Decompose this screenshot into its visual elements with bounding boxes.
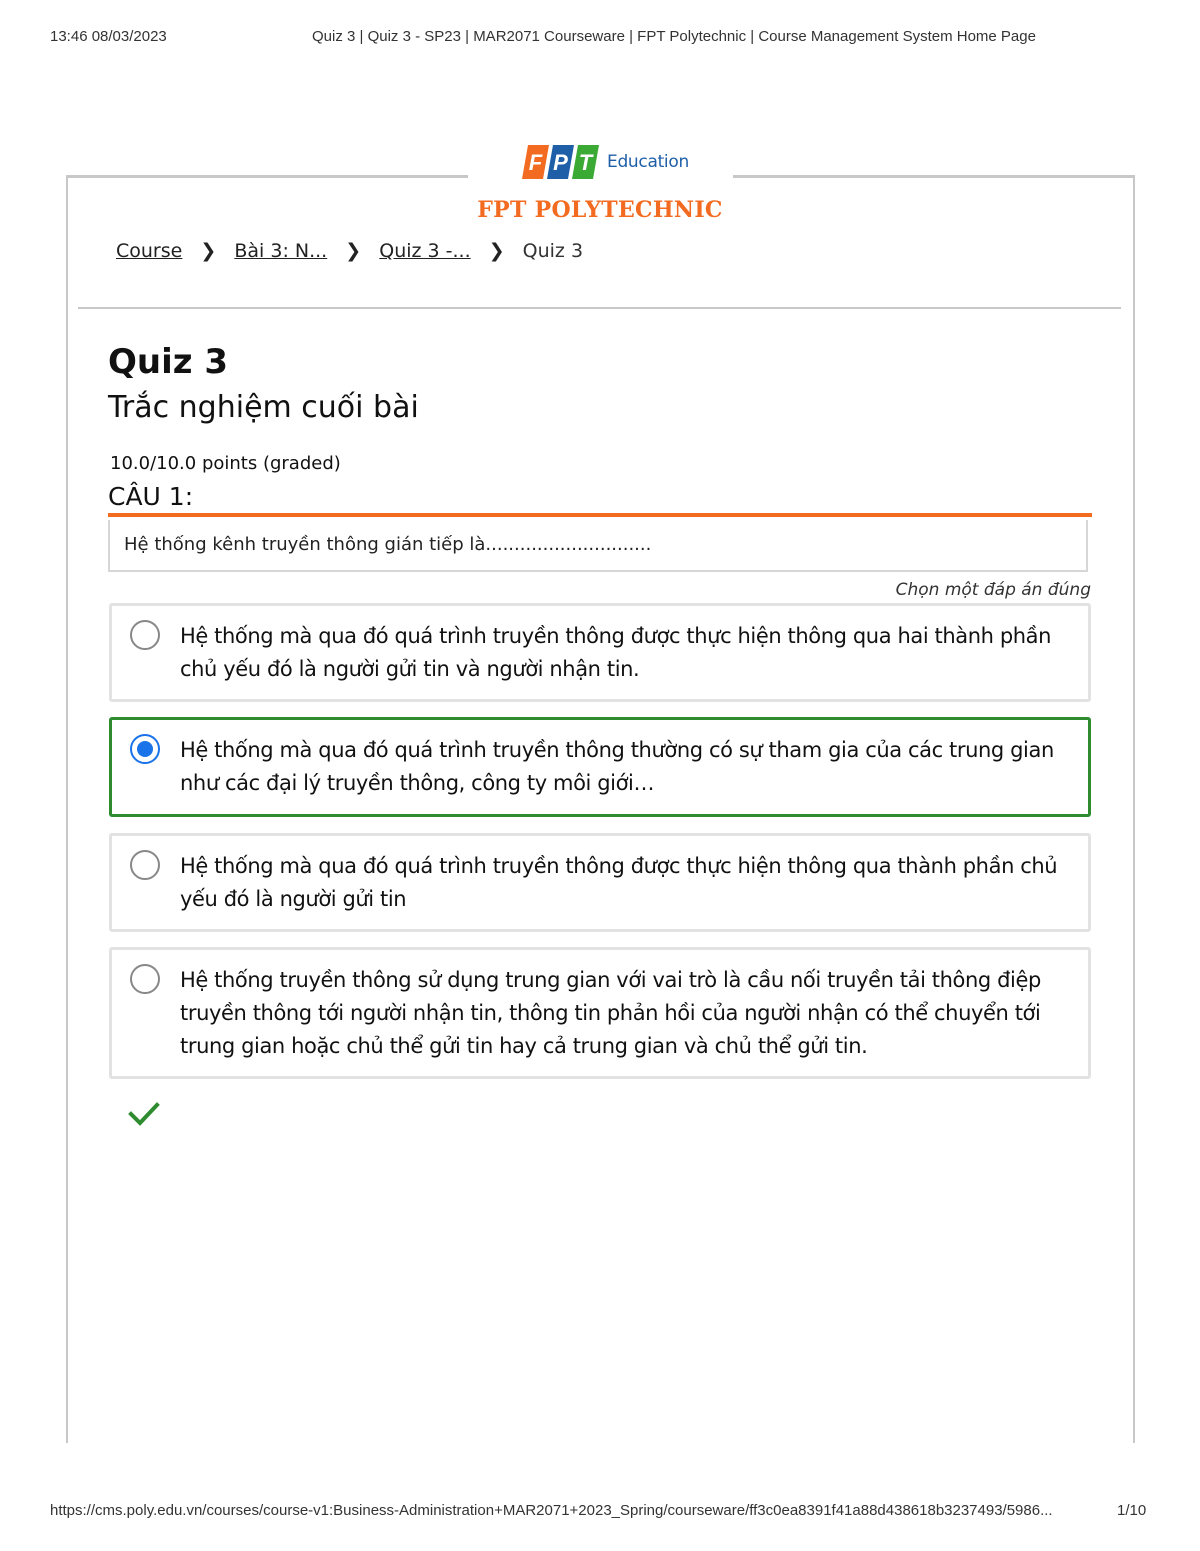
answer-option[interactable] (109, 947, 1091, 1079)
print-page-number: 1/10 (1117, 1502, 1147, 1519)
logo-tile-letter: F (528, 150, 543, 175)
frame-right (1133, 175, 1135, 1443)
frame-left (66, 175, 68, 1443)
logo-tile-letter: P (553, 150, 568, 175)
print-url: https://cms.poly.edu.vn/courses/course-v1:Business-Administration+MAR2071+2023_Spring/courseware/ff3c0ea8391f41a88d438618b3237493/5986... (50, 1502, 1053, 1519)
radio-button[interactable] (130, 964, 160, 994)
print-footer (0, 1502, 1200, 1524)
breadcrumb (116, 240, 583, 268)
answer-option[interactable] (109, 603, 1091, 702)
answer-option-text: Hệ thống mà qua đó quá trình truyền thông thường có sự tham gia của các trung gian như các đại lý truyền thông, công ty môi giới… (180, 738, 1054, 795)
answer-option[interactable] (109, 833, 1091, 932)
radio-button[interactable] (130, 734, 160, 764)
fpt-logo-tiles (522, 144, 602, 182)
print-datetime: 13:46 08/03/2023 (50, 28, 167, 45)
print-header (0, 28, 1200, 50)
chevron-right-icon: ❯ (345, 240, 362, 262)
print-page-title: Quiz 3 | Quiz 3 - SP23 | MAR2071 Courseware | FPT Polytechnic | Course Management System Home Page (312, 28, 1036, 45)
chevron-right-icon: ❯ (200, 240, 217, 262)
answer-option-text: Hệ thống truyền thông sử dụng trung gian với vai trò là cầu nối truyền tải thông điệp truyền thông tới người nhận tin, thông tin phản hồi của người nhận có thể chuyển tới trung gian hoặc chủ thể gửi tin hay cả trung gian và chủ thể gửi tin. (180, 968, 1041, 1058)
answer-option[interactable] (109, 717, 1091, 817)
radio-button[interactable] (130, 850, 160, 880)
answer-hint: Chọn một đáp án đúng (895, 580, 1091, 600)
quiz-title: Quiz 3 (108, 342, 229, 382)
brand-name: FPT POLYTECHNIC (477, 197, 723, 223)
radio-button[interactable] (130, 620, 160, 650)
breadcrumb-quiz-section[interactable]: Quiz 3 -... (379, 240, 471, 262)
fpt-education-logo (522, 142, 692, 182)
breadcrumb-course[interactable]: Course (116, 240, 183, 262)
points-score: 10.0/10.0 points (graded) (110, 453, 341, 474)
chevron-right-icon: ❯ (488, 240, 505, 262)
question-label: CÂU 1: (108, 482, 194, 511)
frame-top-left (66, 175, 468, 178)
frame-top-right (733, 175, 1135, 178)
question-text: Hệ thống kênh truyền thông gián tiếp là............................. (108, 520, 1088, 572)
answer-option-text: Hệ thống mà qua đó quá trình truyền thông được thực hiện thông qua hai thành phần chủ yếu đó là người gửi tin và người nhận tin. (180, 624, 1052, 681)
checkmark-icon (128, 1100, 160, 1128)
breadcrumb-lesson[interactable]: Bài 3: N... (234, 240, 328, 262)
header-divider (78, 307, 1121, 309)
logo-suffix: Education (607, 152, 689, 172)
quiz-subtitle: Trắc nghiệm cuối bài (108, 390, 419, 425)
question-accent-bar (108, 513, 1092, 517)
answer-option-text: Hệ thống mà qua đó quá trình truyền thông được thực hiện thông qua thành phần chủ yếu đó là người gửi tin (180, 854, 1058, 911)
logo-tile-letter: T (578, 150, 593, 175)
breadcrumb-current: Quiz 3 (522, 240, 584, 262)
